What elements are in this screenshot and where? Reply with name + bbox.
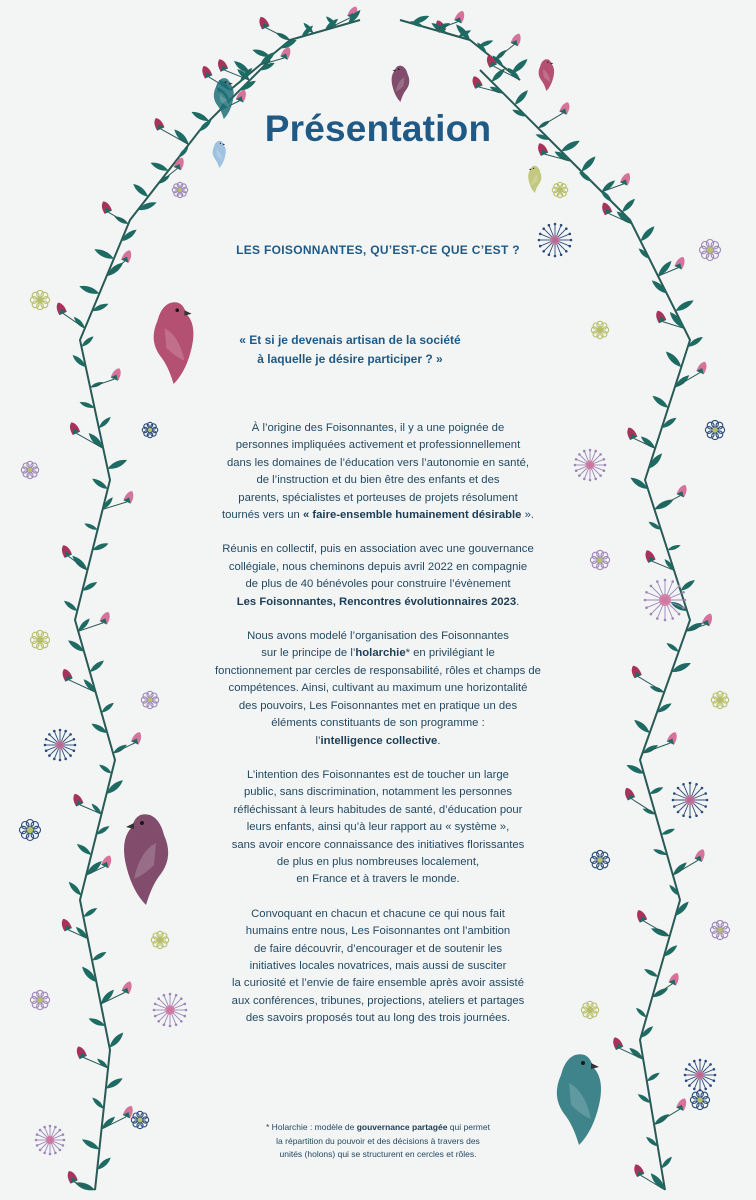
burst-flower-icon xyxy=(684,1059,717,1092)
leaf-icon xyxy=(667,543,682,552)
leaf-icon xyxy=(649,785,664,795)
footnote-text: la répartition du pouvoir et des décisions à travers des xyxy=(276,1135,480,1146)
leaf-icon xyxy=(82,906,98,919)
leaf-icon xyxy=(635,1006,648,1019)
text-line: * en privilégiant le xyxy=(405,647,495,660)
leaf-icon xyxy=(579,154,597,173)
text-line: aux conférences, tribunes, projections, ateliers et partages xyxy=(231,994,525,1007)
leaf-icon xyxy=(639,224,657,243)
leaf-icon xyxy=(649,684,665,694)
text-line: ». xyxy=(521,509,535,522)
emphasis-text: holarchie xyxy=(355,647,406,660)
flower-bud-icon xyxy=(669,971,682,985)
leaf-icon xyxy=(632,718,651,735)
daisy-flower-icon xyxy=(151,931,168,948)
leaf-icon xyxy=(91,950,108,963)
flower-bud-icon xyxy=(629,664,642,678)
bird-icon xyxy=(124,814,168,905)
flower-bud-icon xyxy=(623,786,636,800)
burst-flower-icon xyxy=(35,1125,66,1156)
leaf-icon xyxy=(653,1112,671,1127)
opening-quote xyxy=(0,331,700,369)
leaf-icon xyxy=(513,88,530,106)
leaf-icon xyxy=(673,900,690,918)
leaf-icon xyxy=(620,197,637,214)
daisy-flower-icon xyxy=(172,182,187,197)
paragraph-holarchy xyxy=(188,628,568,750)
text-line: de plus en plus nombreuses localement, xyxy=(276,855,480,868)
leaf-icon xyxy=(106,457,128,471)
burst-flower-icon xyxy=(672,782,709,819)
text-line: Convoquant en chacun et chacune ce qui nous fait xyxy=(251,907,505,920)
daisy-flower-icon xyxy=(20,820,41,841)
leaf-icon xyxy=(660,827,675,837)
paragraph-ambition xyxy=(188,906,568,1028)
daisy-flower-icon xyxy=(142,422,157,437)
daisy-flower-icon xyxy=(30,990,49,1009)
text-line: public, sans discrimination, notamment les personnes xyxy=(243,786,513,799)
footnote-text: qui permet xyxy=(447,1122,490,1132)
quote-line: « Et si je devenais artisan de la société xyxy=(239,333,461,347)
leaf-icon xyxy=(149,160,169,173)
flower-bud-icon xyxy=(59,917,72,931)
flower-bud-icon xyxy=(632,1163,645,1177)
text-line: des pouvoirs, Les Foisonnantes met en pratique un des xyxy=(238,699,518,712)
text-line: parents, spécialistes et porteuses de projets résolument xyxy=(238,491,518,504)
text-line: compétences. Ainsi, cultivant au maximum une horizontalité xyxy=(228,682,528,695)
quote-line: à laquelle je désire participer ? » xyxy=(257,352,443,366)
flower-bud-icon xyxy=(71,792,84,806)
flower-bud-icon xyxy=(101,854,114,868)
leaf-icon xyxy=(131,182,149,199)
daisy-flower-icon xyxy=(590,850,609,869)
leaf-icon xyxy=(101,496,115,511)
text-line: . xyxy=(437,734,441,747)
emphasis-text: intelligence collective xyxy=(320,734,438,747)
text-line: la curiosité et l’envie de faire ensemble après avoir assisté xyxy=(232,977,524,990)
daisy-flower-icon xyxy=(30,630,49,649)
text-line: sans avoir encore connaissance des initiatives florissantes xyxy=(231,838,525,851)
flower-bud-icon xyxy=(68,421,81,435)
footnote-text: unités (holons) qui se structurent en cercles et rôles. xyxy=(279,1149,477,1159)
flower-bud-icon xyxy=(643,549,656,563)
event-name: Les Foisonnantes, Rencontres évolutionnaires 2023 xyxy=(236,595,517,608)
text-line: humains entre nous, Les Foisonnantes ont l’ambition xyxy=(245,925,511,938)
text-line: leurs enfants, ainsi qu’à leur rapport au « système », xyxy=(246,821,510,834)
bird-icon xyxy=(392,66,410,102)
text-line: initiatives locales novatrices, mais aussi de susciter xyxy=(249,959,507,972)
flower-bud-icon xyxy=(611,1036,624,1050)
leaf-icon xyxy=(91,476,110,491)
text-line: réfléchissant à leurs habitudes de santé, d’éducation pour xyxy=(233,803,523,816)
body-text xyxy=(188,420,568,1045)
text-line: de l’instruction et du bien être des enfants et des xyxy=(256,474,500,487)
leaf-icon xyxy=(75,842,92,857)
daisy-flower-icon xyxy=(711,691,728,708)
daisy-flower-icon xyxy=(590,550,609,569)
text-line: fonctionnement par cercles de responsabilité, rôles et champs de xyxy=(215,664,541,677)
page-title: Présentation xyxy=(264,108,492,149)
leaf-icon xyxy=(63,599,79,613)
footnote-text: * Holarchie : modèle de xyxy=(266,1122,357,1132)
flower-bud-icon xyxy=(100,610,113,624)
leaf-icon xyxy=(643,967,659,979)
flower-bud-icon xyxy=(65,1169,78,1183)
flower-bud-icon xyxy=(694,848,707,862)
burst-flower-icon xyxy=(44,729,77,762)
leaf-icon xyxy=(91,1096,105,1110)
text-line: de plus de 40 bénévoles pour construire l’évènement xyxy=(245,578,511,591)
flower-bud-icon xyxy=(654,309,667,323)
leaf-icon xyxy=(83,522,98,532)
leaf-icon xyxy=(651,394,670,410)
flower-bud-icon xyxy=(200,64,213,78)
bird-icon xyxy=(528,166,541,193)
text-line: l’ xyxy=(315,734,321,747)
leaf-icon xyxy=(97,415,112,429)
daisy-flower-icon xyxy=(690,1090,709,1109)
daisy-flower-icon xyxy=(705,420,724,439)
leaf-icon xyxy=(660,1155,674,1169)
leaf-icon xyxy=(663,558,676,572)
bird-icon xyxy=(539,59,554,91)
leaf-icon xyxy=(76,617,91,633)
daisy-flower-icon xyxy=(710,920,729,939)
flower-bud-icon xyxy=(510,32,523,46)
daisy-flower-icon xyxy=(141,691,158,708)
daisy-flower-icon xyxy=(21,461,38,478)
flower-bud-icon xyxy=(676,1097,689,1111)
flower-bud-icon xyxy=(60,667,73,681)
flower-bud-icon xyxy=(625,426,638,440)
leaf-icon xyxy=(553,149,573,163)
flower-bud-icon xyxy=(470,74,483,88)
leaf-icon xyxy=(81,1137,101,1152)
flower-bud-icon xyxy=(667,730,680,744)
leaf-icon xyxy=(578,170,593,183)
burst-flower-icon xyxy=(153,993,188,1028)
flower-bud-icon xyxy=(59,543,72,557)
flower-bud-icon xyxy=(216,57,229,71)
flower-bud-icon xyxy=(600,201,613,215)
text-line: en France et à travers le monde. xyxy=(296,873,460,886)
flower-bud-icon xyxy=(54,301,67,315)
leaf-icon xyxy=(656,259,674,278)
leaf-icon xyxy=(99,988,116,1006)
text-line: de faire découvrir, d’encourager et de soutenir les xyxy=(253,942,503,955)
leaf-icon xyxy=(646,1071,661,1083)
leaf-icon xyxy=(100,701,115,714)
burst-flower-icon xyxy=(644,579,687,622)
flower-bud-icon xyxy=(174,156,187,170)
text-line: . xyxy=(516,595,520,608)
text-line: sur le principe de l’ xyxy=(261,647,356,660)
daisy-flower-icon xyxy=(552,182,567,197)
daisy-flower-icon xyxy=(131,1111,148,1128)
text-line: éléments constituants de son programme : xyxy=(271,717,485,730)
leaf-icon xyxy=(107,1031,125,1050)
flower-bud-icon xyxy=(454,9,467,23)
paragraph-origin xyxy=(188,420,568,524)
text-line: À l’origine des Foisonnantes, il y a une poignée de xyxy=(251,422,505,434)
text-line: tournés vers un xyxy=(221,509,303,522)
text-line: collégiale, nous cheminons depuis avril 2022 en compagnie xyxy=(228,560,528,573)
bird-icon xyxy=(557,1054,601,1145)
leaf-icon xyxy=(510,57,530,76)
flower-bud-icon xyxy=(674,255,687,269)
flower-bud-icon xyxy=(121,980,134,994)
leaf-icon xyxy=(650,926,671,939)
text-line: Nous avons modelé l’organisation des Foisonnantes xyxy=(247,630,509,643)
text-line: Réunis en collectif, puis en association avec une gouvernance xyxy=(222,543,534,556)
emphasis-text: gouvernance partagée xyxy=(356,1122,448,1132)
leaf-icon xyxy=(650,278,669,295)
flower-bud-icon xyxy=(123,489,136,503)
section-heading: LES FOISONNANTES, QU’EST-CE QUE C’EST ? xyxy=(236,243,520,257)
emphasis-text: « faire-ensemble humainement désirable xyxy=(302,509,522,522)
flower-bud-icon xyxy=(620,171,633,185)
text-line: des savoirs proposés tout au long des trois journées. xyxy=(245,1012,511,1025)
flower-bud-icon xyxy=(702,612,715,626)
flower-bud-icon xyxy=(676,483,689,497)
flower-bud-icon xyxy=(99,200,112,214)
daisy-flower-icon xyxy=(581,1001,598,1018)
leaf-icon xyxy=(679,578,696,593)
leaf-icon xyxy=(67,880,83,897)
leaf-icon xyxy=(599,189,613,204)
leaf-icon xyxy=(668,883,680,896)
leaf-icon xyxy=(112,743,128,756)
flower-bud-icon xyxy=(635,908,648,922)
burst-flower-icon xyxy=(574,449,607,482)
footnote xyxy=(210,1121,546,1162)
paragraph-intention xyxy=(188,767,568,889)
flower-bud-icon xyxy=(131,730,144,744)
text-line: personnes impliquées activement et professionnellement xyxy=(235,439,521,452)
flower-bud-icon xyxy=(257,15,270,29)
leaf-icon xyxy=(674,298,695,314)
leaf-icon xyxy=(78,283,100,296)
leaf-icon xyxy=(88,659,105,674)
leaf-icon xyxy=(119,227,138,243)
flower-bud-icon xyxy=(74,1045,87,1059)
text-line: L’intention des Foisonnantes est de toucher un large xyxy=(247,768,509,781)
leaf-icon xyxy=(646,451,664,470)
daisy-flower-icon xyxy=(30,290,49,309)
paragraph-collective xyxy=(188,541,568,611)
text-line: dans les domaines de l’éducation vers l’autonomie en santé, xyxy=(226,456,530,469)
